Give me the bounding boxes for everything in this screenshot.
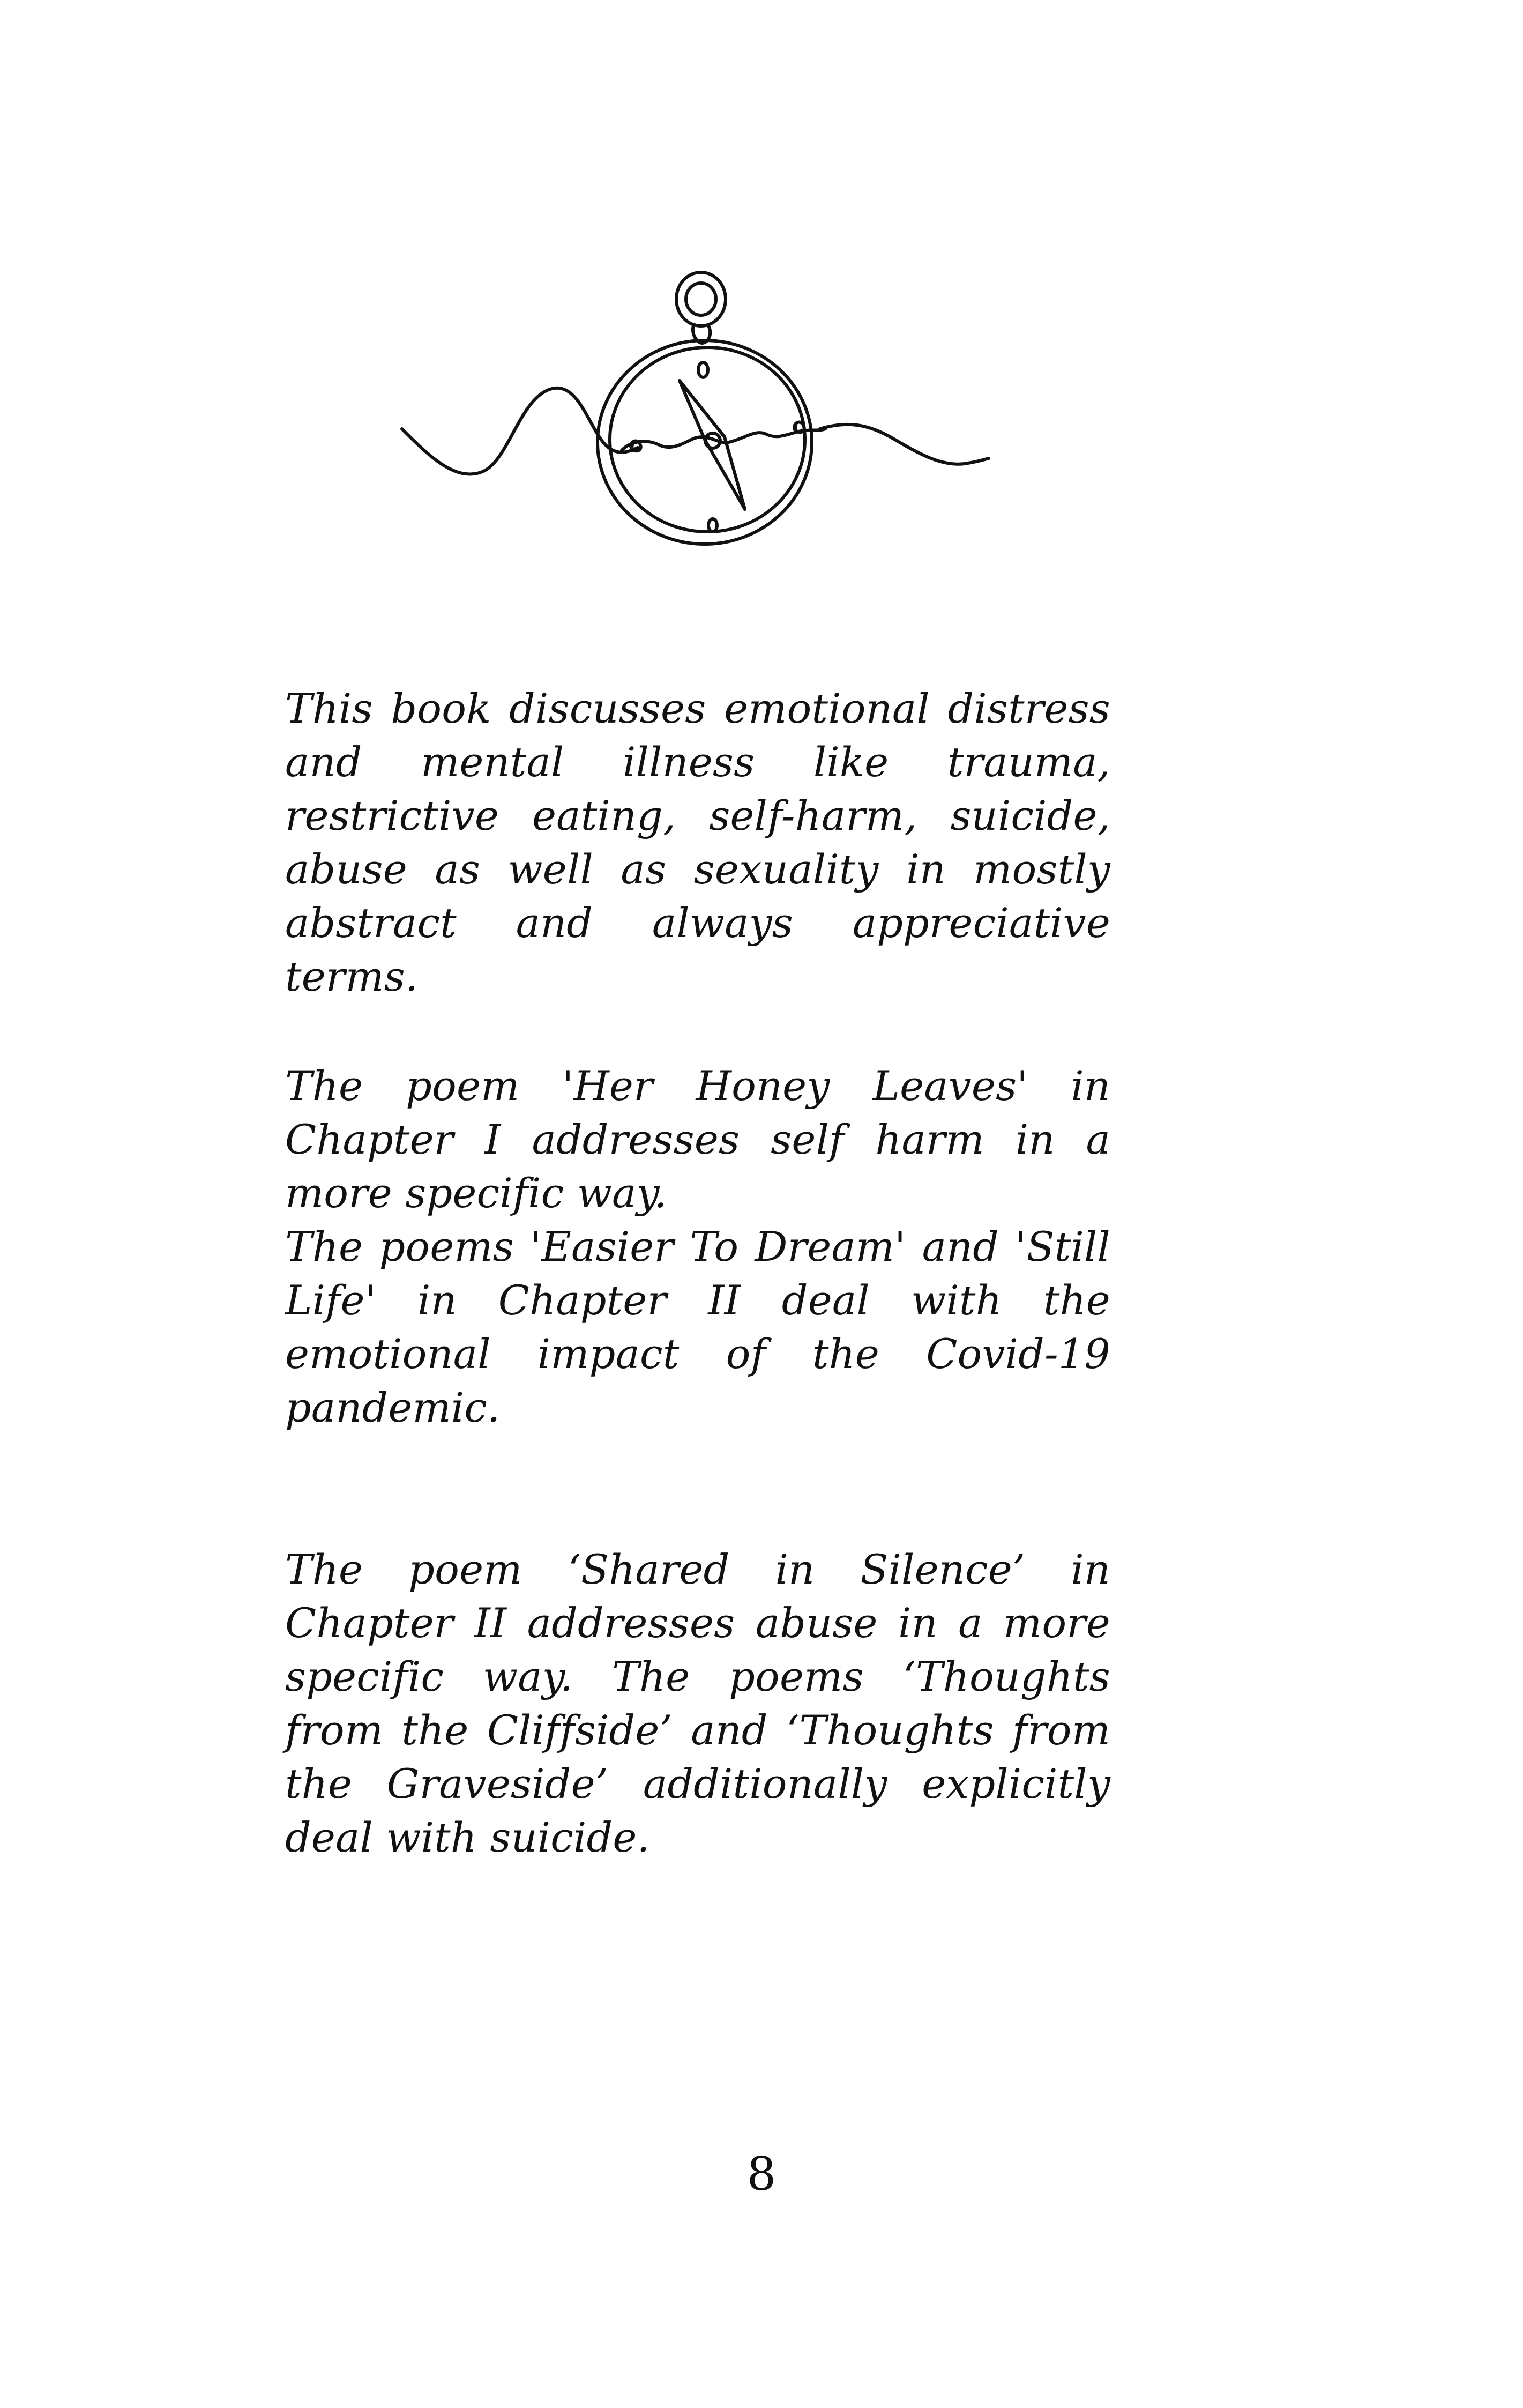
paragraph-text-a: The poem 'Her Honey Leaves' in Chapter I addresses self harm in a more specific way. <box>285 1062 1110 1217</box>
content-warning-paragraph-2 <box>285 1059 1110 1435</box>
compass-bottom-marker <box>708 519 717 532</box>
wave-loop-left <box>631 441 640 451</box>
compass-illustration <box>397 268 997 558</box>
paragraph-text-b: The poems 'Easier To Dream' and 'Still Life' in Chapter II deal with the emotional impact of the Covid-19 pandemic. <box>285 1223 1110 1431</box>
compass-wave-line-drawing-icon <box>397 268 997 558</box>
wave-left <box>402 388 638 474</box>
compass-needle <box>680 381 745 509</box>
content-warning-paragraph-3 <box>285 1543 1110 1864</box>
wave-right <box>820 425 989 464</box>
paragraph-text: The poem ‘Shared in Silence’ in Chapter II addresses abuse in a more specific way. The poems ‘Thoughts from the Cliffside’ and ‘Thoughts from the Graveside’ additionally explicitly deal with suicide. <box>285 1545 1110 1861</box>
compass-top-marker <box>698 362 708 377</box>
compass-bow-outer <box>676 272 726 326</box>
paragraph-text: This book discusses emotional distress and mental illness like trauma, restrictive eating, self-harm, suicide, abuse as well as sexuality in mostly abstract and always appreciative terms. <box>285 685 1110 1000</box>
page-number: 8 <box>746 2147 777 2201</box>
compass-bow-inner <box>686 283 716 315</box>
content-warning-paragraph-1 <box>285 682 1110 1004</box>
